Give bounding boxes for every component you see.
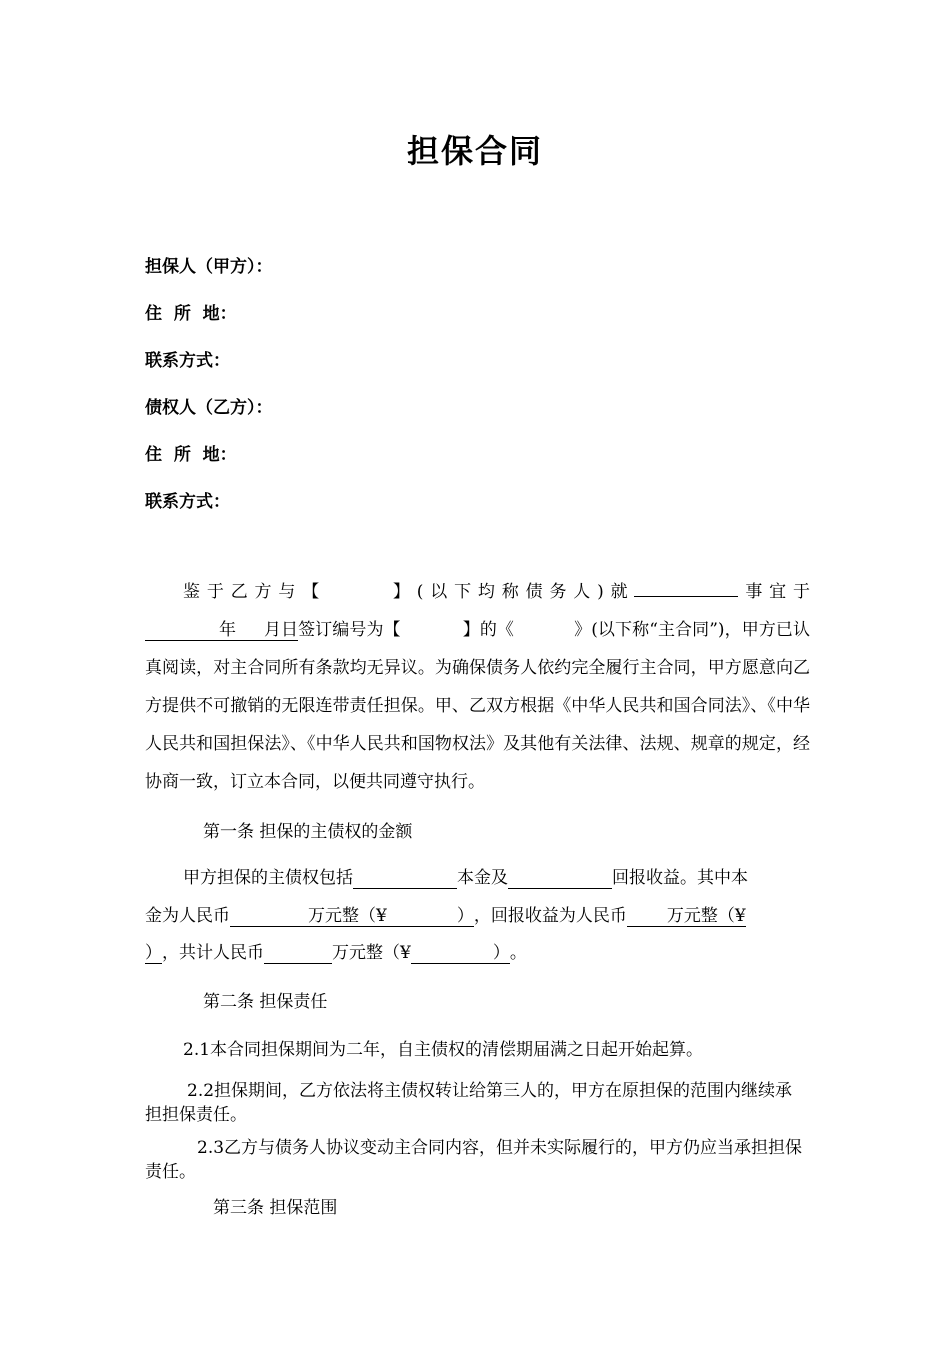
principal-blank (353, 868, 457, 889)
article1-text-i: ，共计人民币 (162, 943, 264, 963)
principal-amount-blank (230, 906, 474, 927)
article1-text-h: ） (145, 943, 162, 963)
preamble-paragraph (145, 573, 810, 801)
article3-heading: 第三条 担保范围 (213, 1198, 338, 1218)
article1-text-j: 万元整（¥ (332, 943, 411, 963)
year-label: 年 (219, 620, 236, 640)
article1-line1 (183, 863, 748, 889)
creditor-contact-label: 联系方式： (145, 492, 230, 512)
guarantor-contact-label: 联系方式： (145, 351, 230, 371)
preamble-text-6: 》(以下称“主合同”)，甲方已认真阅读，对主合同所有条款均无异议。为确保债务人依约完全履行主合同，甲方愿意向乙方提供不可撤销的无限连带责任担保。甲、乙双方根据《中华人民共和国合同法》、《中华人民共和国担保法》、《中华人民共和国物权法》及其他有关法律、法规、规章的规定，经协商一致，订立本合同，以便共同遵守执行。 (145, 620, 811, 792)
total-amount-blank (264, 943, 332, 964)
total-yuan-blank (411, 943, 510, 964)
article2-heading: 第二条 担保责任 (203, 992, 328, 1012)
article2-clause3: 2.3乙方与债务人协议变动主合同内容，但并未实际履行的，甲方仍应当承担担保责任。 (145, 1138, 803, 1182)
article1-text-f-visible: ，回报收益为人民币 (473, 906, 627, 926)
creditor-address-label: 住 所 地： (145, 445, 237, 465)
guarantor-address-label: 住 所 地： (145, 304, 237, 324)
article1-text-k: ） (492, 943, 510, 963)
article1-text-a: 甲方担保的主债权包括 (183, 868, 353, 888)
article1-text-c: 回报收益。其中本 (612, 868, 748, 888)
article1-line3 (145, 938, 527, 964)
preamble-text-1: 鉴于乙方与【 (183, 582, 327, 602)
preamble-text-3: 事宜于 (738, 582, 811, 602)
article1-text-e: 万元整（¥ (308, 906, 387, 926)
article1-text-l: 。 (509, 943, 527, 963)
month-label: 月 (264, 620, 281, 640)
article2-clause2: 2.2担保期间，乙方依法将主债权转让给第三人的，甲方在原担保的范围内继续承担担保责任。 (145, 1081, 793, 1125)
day-label: 日 (281, 620, 298, 640)
article2-clause1: 2.1本合同担保期间为二年，自主债权的清偿期届满之日起开始起算。 (183, 1040, 704, 1060)
preamble-text-5: 】的《 (462, 620, 515, 640)
paren-close: ） (456, 906, 474, 926)
preamble-text-4: 签订编号为【 (298, 620, 401, 640)
return-amount-blank (627, 906, 746, 927)
article1-text-g: 万元整（¥ (666, 906, 746, 926)
document-title: 担保合同 (406, 132, 543, 170)
article1-text-b: 本金及 (457, 868, 508, 888)
return-blank (508, 868, 612, 889)
preamble-text-2: 】(以下均称债务人)就 (386, 582, 635, 602)
matter-blank (634, 596, 738, 597)
creditor-label: 债权人（乙方）： (145, 398, 273, 418)
article1-text-d: 金为人民币 (145, 906, 230, 926)
sign-date-blank (145, 620, 298, 641)
article1-heading: 第一条 担保的主债权的金额 (203, 822, 413, 842)
guarantor-label: 担保人（甲方）： (145, 257, 273, 277)
article1-line2 (145, 901, 746, 927)
